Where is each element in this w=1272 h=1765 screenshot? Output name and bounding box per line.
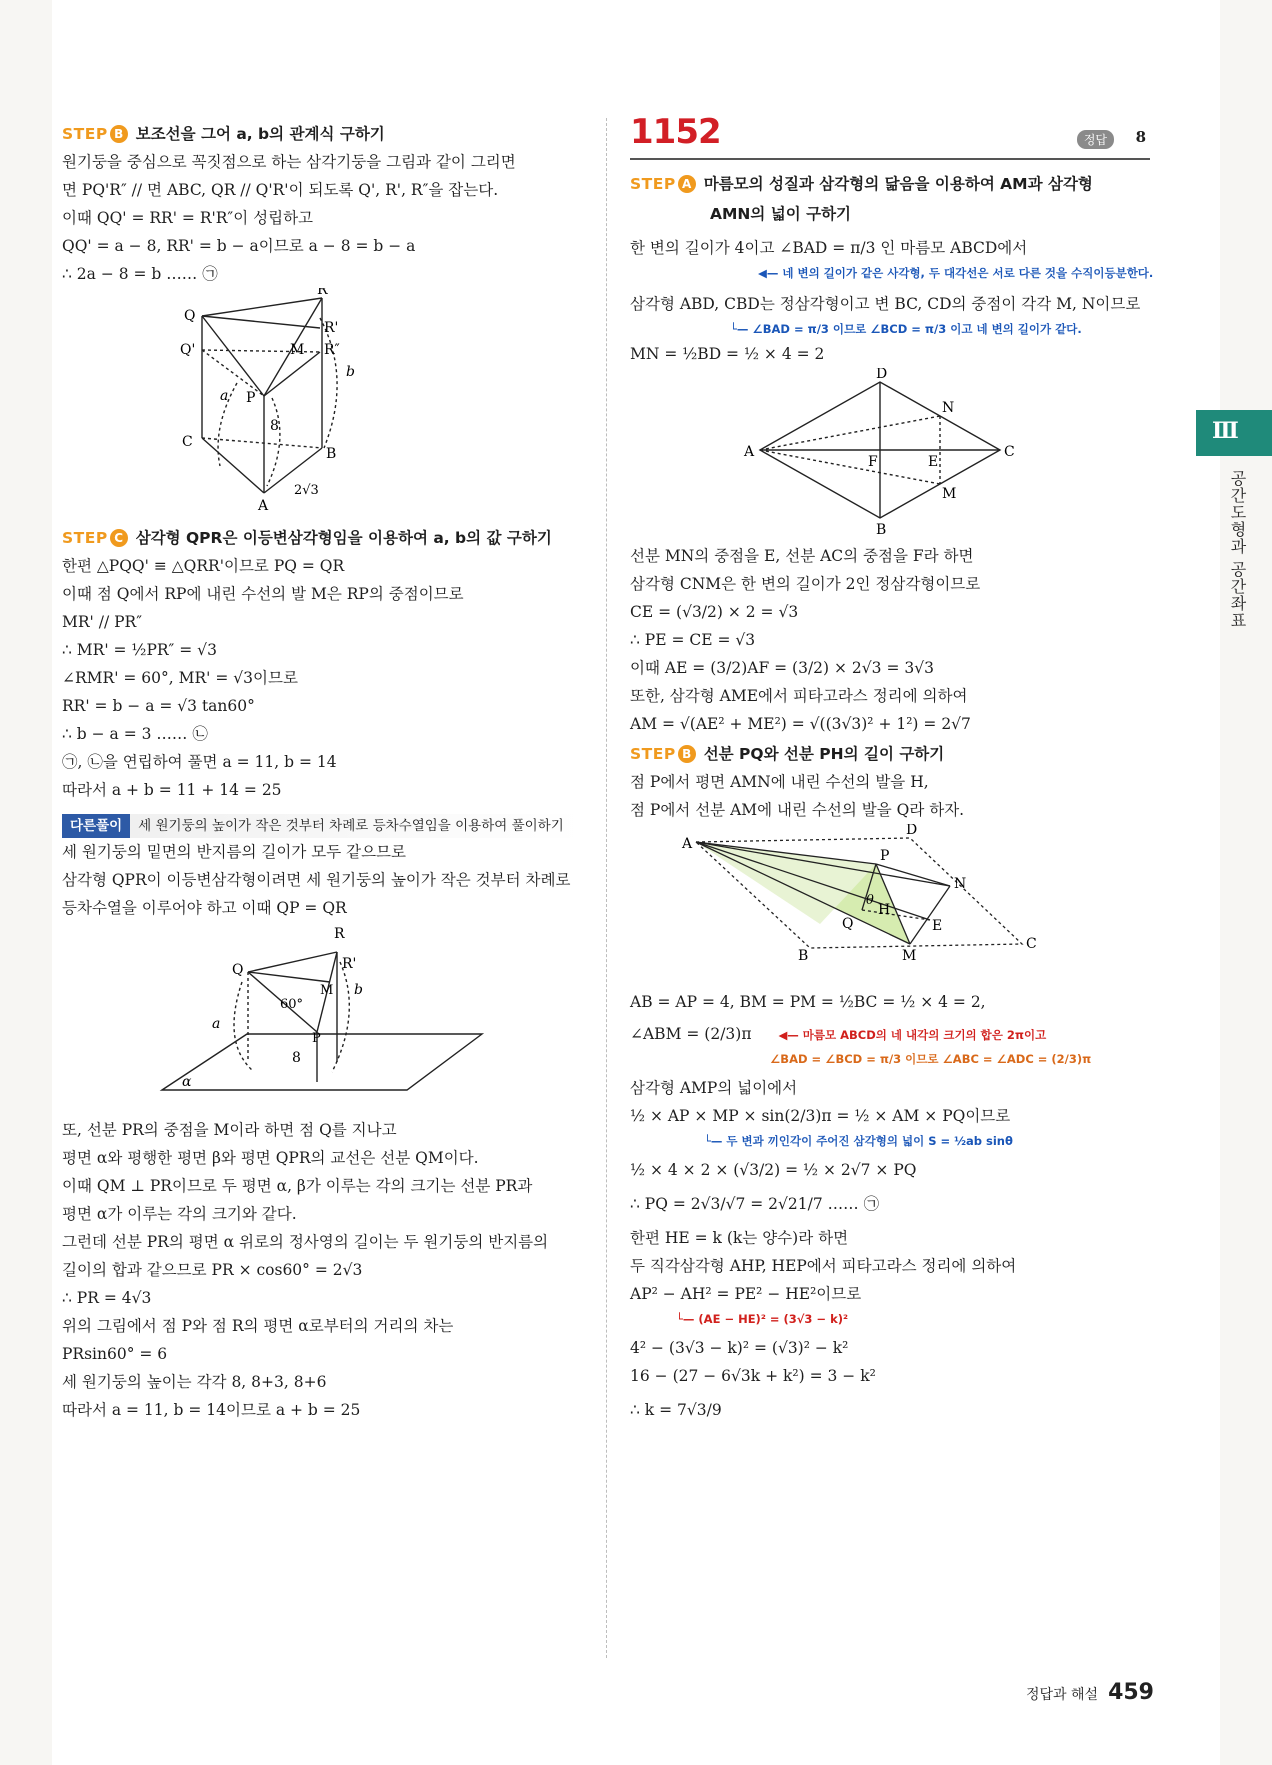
note-abm-2: ∠BAD = ∠BCD = π/3 이므로 ∠ABC = ∠ADC = (2/3)π [770, 1052, 1092, 1066]
text-line: 세 원기둥의 높이는 각각 8, 8+3, 8+6 [62, 1373, 327, 1391]
column-divider [606, 118, 607, 1658]
text-line: ∠RMR' = 60°, MR' = √3이므로 [62, 669, 298, 687]
label-Q: Q [184, 308, 196, 324]
text-line: 따라서 a = 11, b = 14이므로 a + b = 25 [62, 1401, 361, 1419]
text-line: ∴ b − a = 3 …… ㉡ [62, 725, 208, 743]
text-line: 4² − (3√3 − k)² = (√3)² − k² [630, 1339, 849, 1357]
label-M: M [942, 486, 957, 502]
label-B: B [876, 522, 887, 538]
label-R: R [317, 288, 328, 298]
label-D: D [906, 824, 918, 838]
text-line: 평면 α가 이루는 각의 크기와 같다. [62, 1205, 297, 1223]
text-line: 두 직각삼각형 AHP, HEP에서 피타고라스 정리에 의하여 [630, 1257, 1017, 1275]
text-line: ∴ k = 7√3/9 [630, 1401, 722, 1419]
step-title: 보조선을 그어 a, b의 관계식 구하기 [135, 125, 385, 143]
label-P: P [246, 390, 256, 406]
step-tag: STEP [630, 175, 676, 193]
label-A: A [258, 498, 269, 514]
label-A: A [682, 836, 693, 852]
text-line: 한 변의 길이가 4이고 ∠BAD = π/3 인 마름모 ABCD에서 [630, 239, 1028, 257]
label-E: E [928, 454, 939, 470]
label-P: P [312, 1031, 321, 1046]
answer-value: 8 [1135, 128, 1146, 146]
label-a: a [220, 388, 229, 404]
step-b-heading [62, 120, 582, 148]
note-equilateral: └— ∠BAD = π/3 이므로 ∠BCD = π/3 이고 네 변의 길이가 같다. [730, 322, 1082, 336]
step-a-heading [630, 170, 1150, 198]
label-M: M [290, 342, 305, 358]
label-2root3: 2√3 [294, 483, 319, 498]
label-F: F [868, 454, 878, 470]
label-60deg: 60° [280, 997, 304, 1012]
label-B: B [326, 446, 337, 462]
text-line: ∴ 2a − 8 = b …… ㉠ [62, 265, 218, 283]
step-title: 마름모의 성질과 삼각형의 닮음을 이용하여 AM과 삼각형 [703, 175, 1093, 193]
text-line: QQ' = a − 8, RR' = b − a이므로 a − 8 = b − a [62, 237, 416, 255]
other-solution-banner [62, 814, 582, 838]
label-Q: Q [842, 916, 854, 932]
label-8: 8 [292, 1050, 301, 1066]
text-line [630, 1020, 1150, 1048]
label-C: C [182, 434, 193, 450]
step-letter: A [678, 175, 696, 193]
step-tag: STEP [630, 745, 676, 763]
figure-rhombus [630, 368, 1150, 538]
text-line: 이때 QQ' = RR' = R'R″이 성립하고 [62, 209, 314, 227]
text-line: 삼각형 ABD, CBD는 정삼각형이고 변 BC, CD의 중점이 각각 M, N이므로 [630, 295, 1141, 313]
page-footer [1026, 1680, 1154, 1705]
note-abm: ◀— 마름모 ABCD의 네 내각의 크기의 합은 2π이고 [778, 1028, 1047, 1042]
step-b-heading-right [630, 740, 1150, 768]
text-line: 이때 점 Q에서 RP에 내린 수선의 발 M은 RP의 중점이므로 [62, 585, 464, 603]
label-R-double: R″ [324, 342, 340, 358]
text-line: 삼각형 QPR이 이등변삼각형이려면 세 원기둥의 높이가 작은 것부터 차례로 [62, 871, 571, 889]
label-H: H [878, 902, 891, 918]
text-line: 이때 AE = (3/2)AF = (3/2) × 2√3 = 3√3 [630, 659, 934, 677]
note-ah: └— (AE − HE)² = (3√3 − k)² [676, 1312, 849, 1326]
label-8: 8 [270, 418, 279, 434]
label-M: M [320, 983, 334, 998]
text-line: 한편 HE = k (k는 양수)라 하면 [630, 1229, 849, 1247]
label-b: b [346, 364, 355, 380]
text-line: 16 − (27 − 6√3k + k²) = 3 − k² [630, 1367, 876, 1385]
text-line: 그런데 선분 PR의 평면 α 위로의 정사영의 길이는 두 원기둥의 반지름의 [62, 1233, 549, 1251]
figure-plane [62, 922, 582, 1112]
text-line: MN = ½BD = ½ × 4 = 2 [630, 345, 825, 363]
label-N: N [942, 400, 955, 416]
text-line: AM = √(AE² + ME²) = √((3√3)² + 1²) = 2√7 [630, 715, 971, 733]
label-B: B [798, 948, 809, 964]
figure-prism [62, 288, 582, 518]
label-a: a [212, 1016, 221, 1032]
footer-label: 정답과 해설 [1025, 1687, 1099, 1703]
text-line: CE = (√3/2) × 2 = √3 [630, 603, 799, 621]
label-Q: Q [232, 962, 244, 978]
label-b: b [354, 982, 363, 998]
text-line: PRsin60° = 6 [62, 1345, 168, 1363]
step-title: 삼각형 QPR은 이등변삼각형임을 이용하여 a, b의 값 구하기 [135, 529, 552, 547]
label-E: E [932, 918, 943, 934]
text-abm: ∠ABM = (2/3)π [630, 1025, 752, 1043]
text-line: 또, 선분 PR의 중점을 M이라 하면 점 Q를 지나고 [62, 1121, 397, 1139]
text-line: ㉠, ㉡을 연립하여 풀면 a = 11, b = 14 [62, 753, 337, 771]
text-line: ∴ PR = 4√3 [62, 1289, 152, 1307]
label-Q-prime: Q' [180, 342, 196, 358]
text-line: 또한, 삼각형 AME에서 피타고라스 정리에 의하여 [630, 687, 968, 705]
label-R-prime: R' [324, 320, 339, 336]
label-R: R [334, 926, 345, 942]
step-tag: STEP [62, 529, 108, 547]
text-line: 삼각형 AMP의 넓이에서 [630, 1079, 798, 1097]
step-letter: C [110, 529, 128, 547]
text-line: 점 P에서 선분 AM에 내린 수선의 발을 Q라 하자. [630, 801, 965, 819]
note-rhombus: ◀— 네 변의 길이가 같은 사각형, 두 대각선은 서로 다른 것을 수직이등분한다. [758, 266, 1154, 280]
problem-number: 1152 [630, 112, 721, 152]
text-line: 점 P에서 평면 AMN에 내린 수선의 발을 H, [630, 773, 929, 791]
text-line: 한편 △PQQ' ≡ △QRR'이므로 PQ = QR [62, 557, 345, 575]
chapter-tab [1196, 410, 1272, 456]
text-line: AB = AP = 4, BM = PM = ½BC = ½ × 4 = 2, [630, 993, 986, 1011]
text-line: 등차수열을 이루어야 하고 이때 QP = QR [62, 899, 347, 917]
label-C: C [1004, 444, 1015, 460]
text-line: 따라서 a + b = 11 + 14 = 25 [62, 781, 282, 799]
step-title: 선분 PQ와 선분 PH의 길이 구하기 [703, 745, 945, 763]
text-line: 선분 MN의 중점을 E, 선분 AC의 중점을 F라 하면 [630, 547, 974, 565]
text-line: 원기둥을 중심으로 꼭짓점으로 하는 삼각기둥을 그림과 같이 그리면 [62, 153, 516, 171]
page-number: 459 [1108, 1680, 1154, 1705]
left-column [62, 118, 582, 1424]
text-line: ½ × 4 × 2 × (√3/2) = ½ × 2√7 × PQ [630, 1161, 917, 1179]
text-line: 위의 그림에서 점 P와 점 R의 평면 α로부터의 거리의 차는 [62, 1317, 454, 1335]
text-line: 삼각형 CNM은 한 변의 길이가 2인 정삼각형이므로 [630, 575, 981, 593]
text-line: 길이의 합과 같으므로 PR × cos60° = 2√3 [62, 1261, 363, 1279]
right-column [630, 112, 1154, 1424]
step-letter: B [110, 125, 128, 143]
chapter-numeral: Ⅲ [1212, 418, 1239, 444]
label-A: A [744, 444, 755, 460]
label-D: D [876, 368, 888, 382]
label-theta: θ [866, 893, 874, 908]
text-line: ½ × AP × MP × sin(2/3)π = ½ × AM × PQ이므로 [630, 1107, 1011, 1125]
step-a-heading-cont: AMN의 넓이 구하기 [710, 205, 852, 223]
step-letter: B [678, 745, 696, 763]
label-R-prime: R' [342, 956, 357, 972]
text-line: ∴ PQ = 2√3/√7 = 2√21/7 …… ㉠ [630, 1195, 880, 1213]
text-line: MR' // PR″ [62, 613, 142, 631]
label-P: P [880, 848, 890, 864]
label-C: C [1026, 936, 1037, 952]
other-solution-title: 세 원기둥의 높이가 작은 것부터 차례로 등차수열임을 이용하여 풀이하기 [138, 818, 564, 834]
step-tag: STEP [62, 125, 108, 143]
label-N: N [954, 876, 967, 892]
label-alpha: α [182, 1074, 192, 1090]
note-area: └— 두 변과 끼인각이 주어진 삼각형의 넓이 S = ½ab sinθ [704, 1134, 1013, 1148]
text-line: RR' = b − a = √3 tan60° [62, 697, 255, 715]
text-line: 이때 QM ⊥ PR이므로 두 평면 α, β가 이루는 각의 크기는 선분 PR과 [62, 1177, 533, 1195]
other-solution-badge: 다른풀이 [62, 814, 130, 838]
text-line: 세 원기둥의 밑면의 반지름의 길이가 모두 같으므로 [62, 843, 406, 861]
chapter-title: 공간도형과 공간좌표 [1228, 470, 1247, 630]
label-M: M [902, 948, 917, 964]
text-line: AP² − AH² = PE² − HE²이므로 [630, 1285, 862, 1303]
figure-folded-rhombus [630, 824, 1150, 984]
step-c-heading [62, 524, 582, 552]
answer-badge: 정답 [1077, 130, 1114, 149]
text-line: ∴ MR' = ½PR″ = √3 [62, 641, 217, 659]
problem-header [630, 112, 1150, 160]
text-line: 면 PQ'R″ // 면 ABC, QR // Q'R'이 되도록 Q', R', R″을 잡는다. [62, 181, 499, 199]
text-line: ∴ PE = CE = √3 [630, 631, 756, 649]
text-line: 평면 α와 평행한 평면 β와 평면 QPR의 교선은 선분 QM이다. [62, 1149, 479, 1167]
